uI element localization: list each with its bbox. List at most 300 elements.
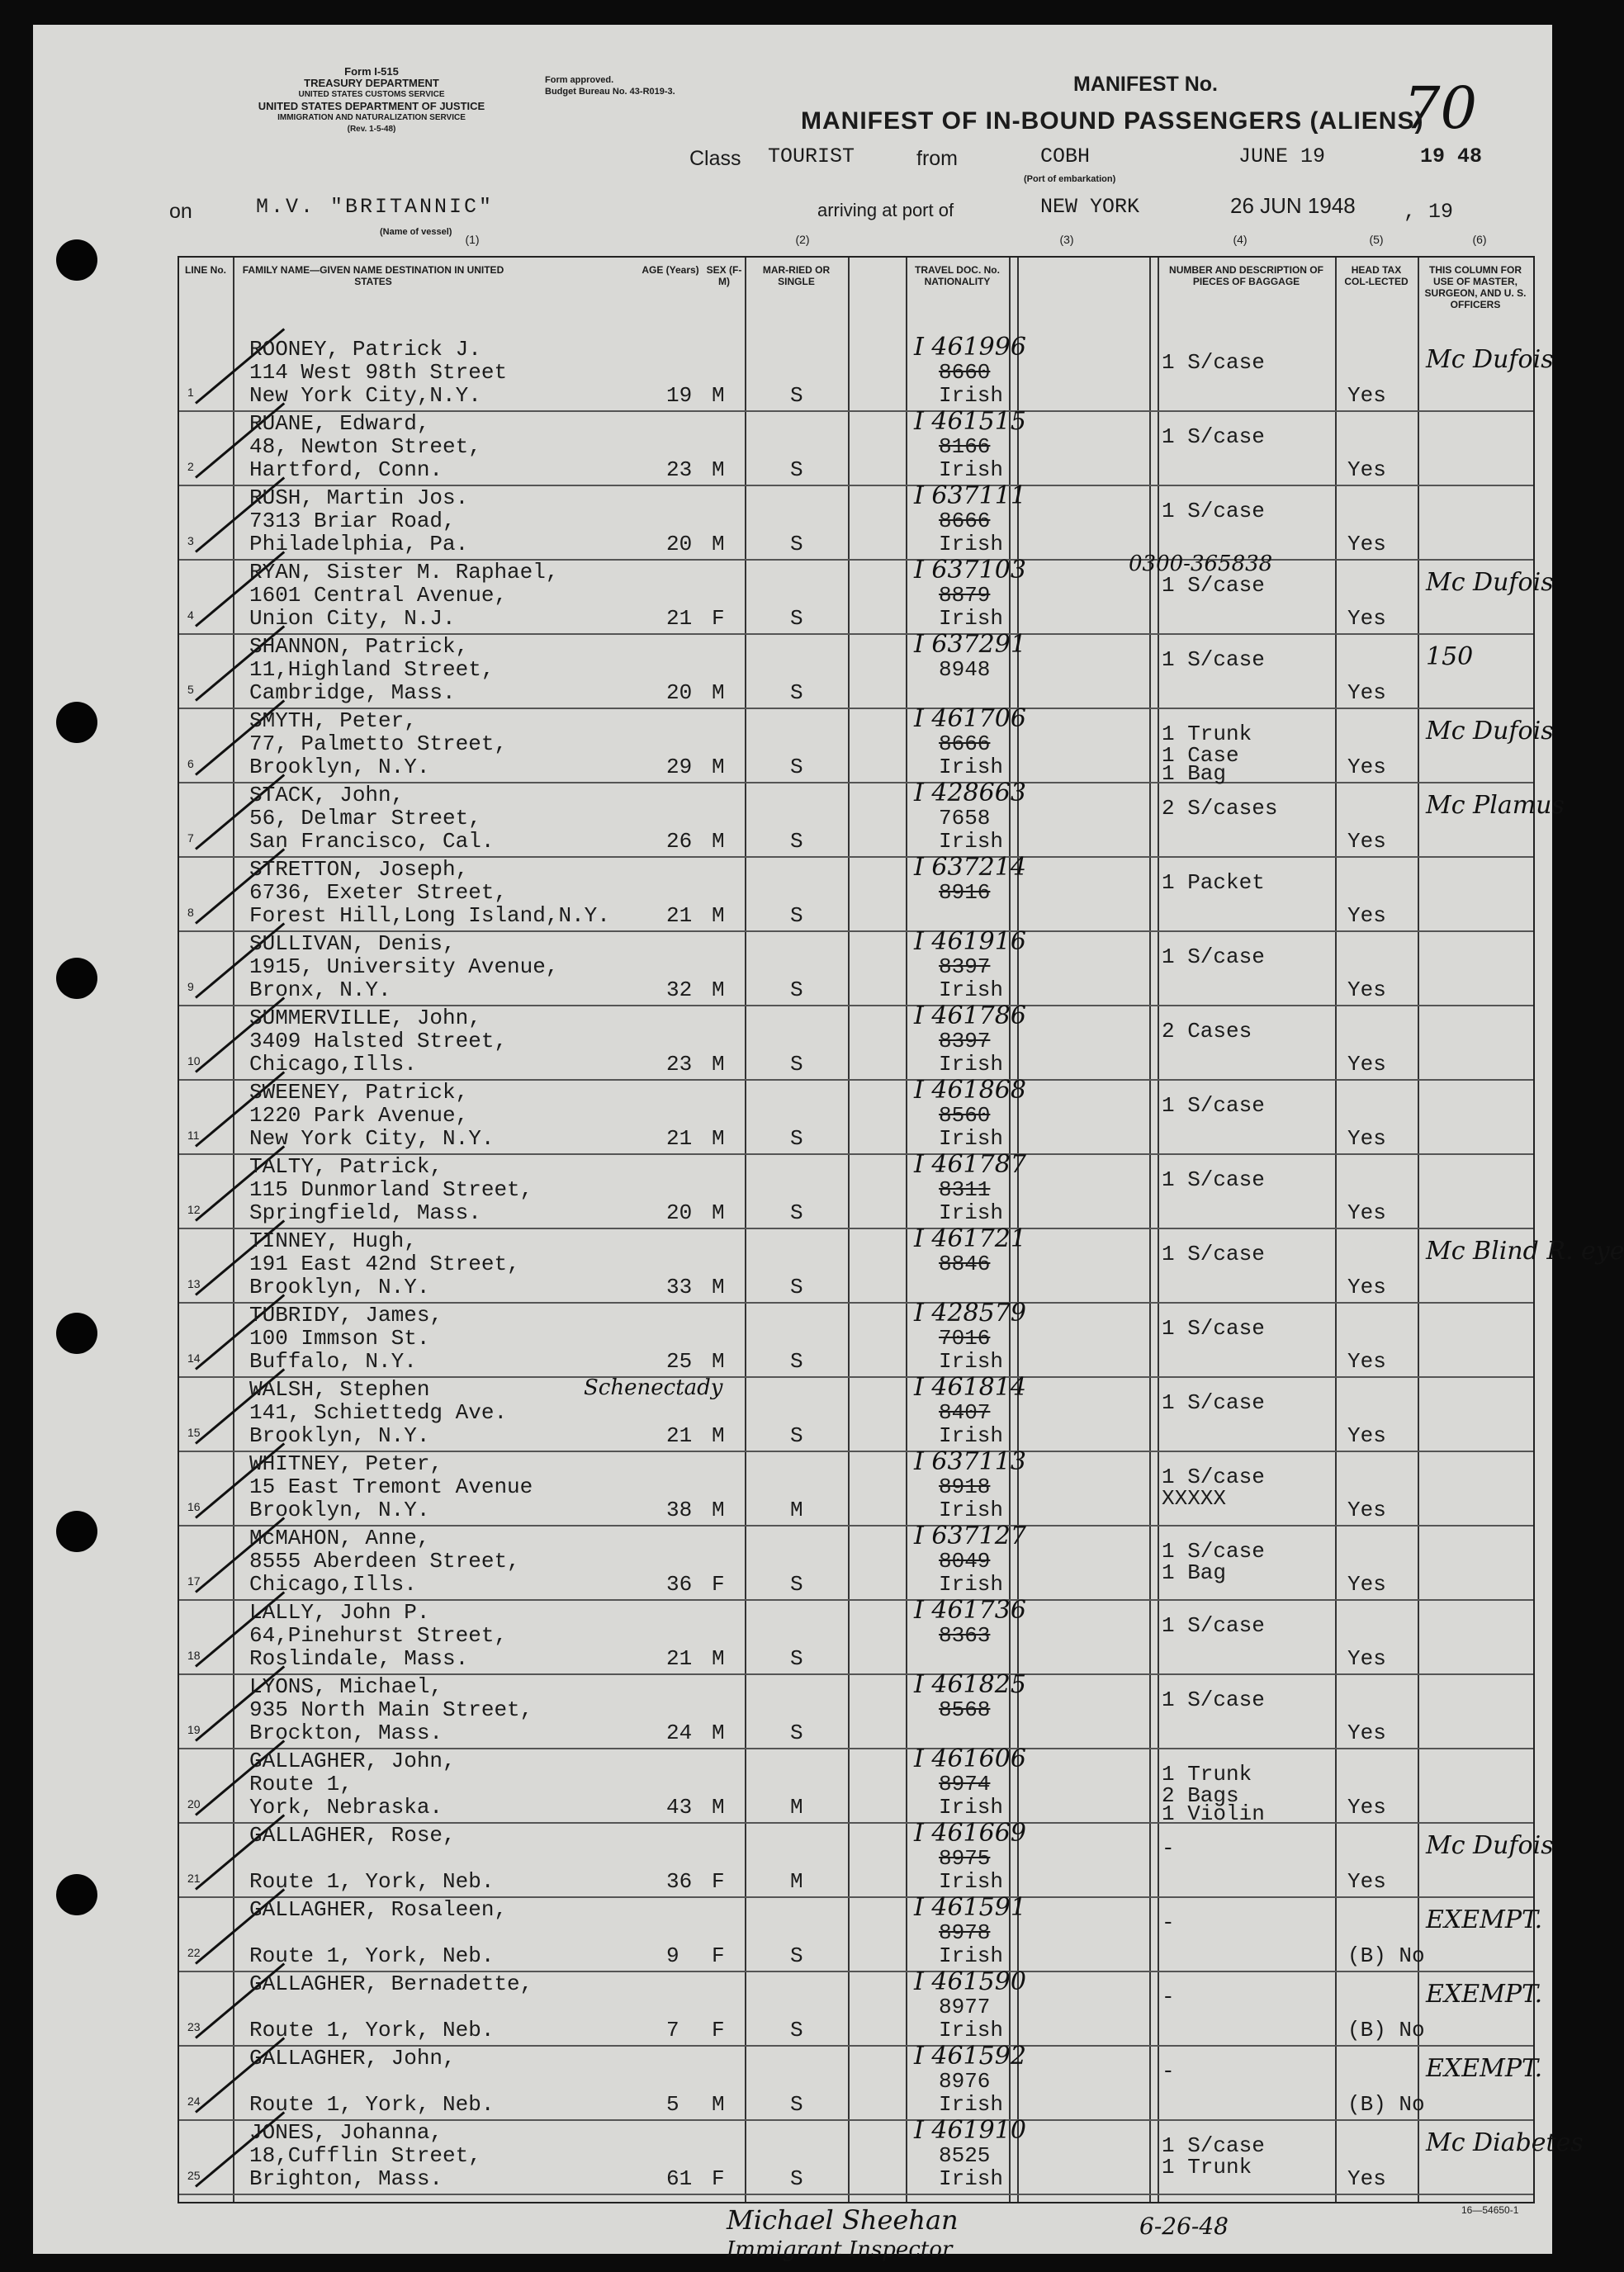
line-number: 23 xyxy=(187,2020,201,2033)
head-tax: Yes xyxy=(1347,1200,1386,1225)
table-row xyxy=(179,1522,1533,1601)
binder-hole xyxy=(56,1874,97,1915)
sex-value: F xyxy=(712,606,725,631)
passenger-name: RUSH, Martin Jos. xyxy=(249,485,469,510)
head-tax: Yes xyxy=(1347,1423,1386,1448)
sex-value: M xyxy=(712,1646,725,1671)
travel-doc-typed: 8666 xyxy=(939,509,991,533)
travel-doc-handwritten: I 461736 xyxy=(914,1596,1026,1625)
approval-block xyxy=(545,74,675,97)
rev-date: (Rev. 1-5-48) xyxy=(347,125,396,134)
baggage-1: 1 S/case xyxy=(1162,573,1265,598)
head-tax: Yes xyxy=(1347,2166,1386,2191)
baggage-1: 1 S/case xyxy=(1162,1167,1265,1192)
age-value: 5 xyxy=(666,2092,679,2117)
marital-status: S xyxy=(790,1943,803,1968)
head-tax: Yes xyxy=(1347,1349,1386,1374)
address-line-1: 935 North Main Street, xyxy=(249,1697,533,1722)
passenger-name: JONES, Johanna, xyxy=(249,2120,443,2145)
age-value: 20 xyxy=(666,680,693,705)
nationality: Irish xyxy=(939,1572,1004,1597)
handwritten-page-number: 70 xyxy=(1404,74,1478,142)
line-number: 11 xyxy=(187,1129,200,1142)
passenger-table xyxy=(178,233,1624,2203)
travel-doc-typed: 8525 xyxy=(939,2143,991,2168)
nationality: Irish xyxy=(939,1795,1004,1820)
passenger-name: ROONEY, Patrick J. xyxy=(249,337,481,362)
col-num: (5) xyxy=(1369,233,1384,246)
marital-status: S xyxy=(790,1721,803,1745)
nationality: Irish xyxy=(939,1126,1004,1151)
table-row xyxy=(179,1967,1543,2047)
table-row xyxy=(179,2116,1584,2195)
col-header-doc: TRAVEL DOC. No. NATIONALITY xyxy=(915,264,1000,287)
officer-note: Mc Dufois xyxy=(1426,568,1554,597)
head-tax: Yes xyxy=(1347,1498,1386,1522)
line-number: 8 xyxy=(187,906,194,919)
marital-status: M xyxy=(790,1498,803,1522)
address-line-1: 11,Highland Street, xyxy=(249,657,495,682)
sex-value: M xyxy=(712,680,725,705)
officer-note: Mc Dufois xyxy=(1426,717,1554,746)
year-value: 19 48 xyxy=(1420,144,1483,168)
budget-bureau: Budget Bureau No. 43-R019-3. xyxy=(545,87,675,97)
baggage-1: 1 S/case xyxy=(1162,499,1265,523)
line-number: 7 xyxy=(187,831,194,845)
nationality: Irish xyxy=(939,532,1004,556)
head-tax: Yes xyxy=(1347,977,1386,1002)
passenger-name: STRETTON, Joseph, xyxy=(249,857,469,882)
passenger-name: GALLAGHER, John, xyxy=(249,2046,456,2071)
baggage-3: 1 Bag xyxy=(1162,761,1227,786)
col-num: (1) xyxy=(465,233,480,246)
address-line-2: Brooklyn, N.Y. xyxy=(249,755,430,779)
baggage-1: 1 Trunk xyxy=(1162,722,1252,746)
head-tax: Yes xyxy=(1347,1126,1386,1151)
date-stamp: 26 JUN 1948 xyxy=(1230,193,1356,218)
form-number: Form I-515 xyxy=(344,65,399,78)
nationality: Irish xyxy=(939,1200,1004,1225)
address-line-1: 141, Schiettedg Ave. xyxy=(249,1400,508,1425)
table-row xyxy=(179,1224,1624,1304)
travel-doc-typed: 8975 xyxy=(939,1846,991,1871)
baggage-1: 1 S/case xyxy=(1162,1687,1265,1712)
manifest-title: MANIFEST OF IN-BOUND PASSENGERS (ALIENS) xyxy=(801,107,1424,135)
col-header-age: AGE (Years) xyxy=(642,264,699,276)
address-line-2: Brockton, Mass. xyxy=(249,1721,443,1745)
travel-doc-handwritten: I 461910 xyxy=(914,2116,1026,2145)
marital-status: S xyxy=(790,1275,803,1299)
treasury-dept: TREASURY DEPARTMENT xyxy=(304,77,439,89)
table-row xyxy=(179,1001,1533,1081)
head-tax: (B) No xyxy=(1347,2018,1425,2042)
head-tax: Yes xyxy=(1347,532,1386,556)
head-tax: Yes xyxy=(1347,755,1386,779)
head-tax: Yes xyxy=(1347,606,1386,631)
address-line-2: Buffalo, N.Y. xyxy=(249,1349,417,1374)
table-row xyxy=(179,1447,1533,1526)
line-number: 9 xyxy=(187,980,194,993)
age-value: 21 xyxy=(666,903,693,928)
head-tax: Yes xyxy=(1347,1275,1386,1299)
age-value: 21 xyxy=(666,1646,693,1671)
travel-doc-typed: 8560 xyxy=(939,1103,991,1128)
age-value: 25 xyxy=(666,1349,693,1374)
nationality: Irish xyxy=(939,1052,1004,1077)
passenger-name: McMAHON, Anne, xyxy=(249,1526,430,1550)
travel-doc-typed: 8879 xyxy=(939,583,991,608)
col-num: (6) xyxy=(1472,233,1487,246)
table-row xyxy=(179,481,1533,561)
age-value: 61 xyxy=(666,2166,693,2191)
baggage-1: 1 S/case xyxy=(1162,1465,1265,1489)
sex-value: M xyxy=(712,1795,725,1820)
address-line-1: 1220 Park Avenue, xyxy=(249,1103,469,1128)
line-number: 1 xyxy=(187,386,194,399)
age-value: 43 xyxy=(666,1795,693,1820)
officer-note: EXEMPT. xyxy=(1426,1980,1543,2009)
baggage-2: 2 Bags xyxy=(1162,1783,1239,1808)
address-line-2: New York City, N.Y. xyxy=(249,1126,495,1151)
baggage-1: 1 S/case xyxy=(1162,1613,1265,1638)
table-row xyxy=(179,1299,1533,1378)
table-row xyxy=(179,1596,1533,1675)
date-value: JUNE 19 xyxy=(1238,144,1326,168)
baggage-1: 1 S/case xyxy=(1162,647,1265,672)
travel-doc-handwritten: I 461606 xyxy=(914,1744,1026,1773)
line-number: 3 xyxy=(187,534,194,547)
line-number: 18 xyxy=(187,1649,201,1662)
officer-note: Mc Plamus xyxy=(1426,791,1565,820)
address-line-1: 64,Pinehurst Street, xyxy=(249,1623,508,1648)
marital-status: S xyxy=(790,1052,803,1077)
nationality: Irish xyxy=(939,1423,1004,1448)
binder-hole xyxy=(56,1313,97,1354)
travel-doc-handwritten: I 428663 xyxy=(914,779,1026,807)
travel-doc-typed: 8978 xyxy=(939,1920,991,1945)
travel-doc-typed: 8660 xyxy=(939,360,991,385)
nationality: Irish xyxy=(939,2092,1004,2117)
baggage-1: 1 Trunk xyxy=(1162,1762,1252,1787)
head-tax: Yes xyxy=(1347,1646,1386,1671)
baggage-1: 1 S/case xyxy=(1162,1242,1265,1266)
officer-note: Mc Dufois xyxy=(1426,1831,1554,1860)
travel-doc-handwritten: I 461787 xyxy=(914,1150,1026,1179)
col-header-name: FAMILY NAME—GIVEN NAME DESTINATION IN UNITED STATES xyxy=(242,264,504,287)
travel-doc-handwritten: I 461814 xyxy=(914,1373,1026,1402)
passenger-name: STACK, John, xyxy=(249,783,405,807)
from-label: from xyxy=(916,147,958,170)
address-line-2: Cambridge, Mass. xyxy=(249,680,456,705)
sex-value: F xyxy=(712,1869,725,1894)
justice-dept: UNITED STATES DEPARTMENT OF JUSTICE xyxy=(258,100,485,112)
age-value: 21 xyxy=(666,1423,693,1448)
officer-note: 150 xyxy=(1426,642,1474,671)
sex-value: M xyxy=(712,977,725,1002)
passenger-name: SULLIVAN, Denis, xyxy=(249,931,456,956)
nationality: Irish xyxy=(939,1943,1004,1968)
address-line-1: 191 East 42nd Street, xyxy=(249,1252,520,1276)
line-number: 25 xyxy=(187,2169,201,2182)
officer-note: EXEMPT. xyxy=(1426,2054,1543,2083)
form-approved: Form approved. xyxy=(545,75,614,85)
baggage-1: 1 Packet xyxy=(1162,870,1265,895)
col-num: (2) xyxy=(795,233,810,246)
officer-note: EXEMPT. xyxy=(1426,1905,1543,1934)
from-value: COBH xyxy=(1040,144,1091,168)
table-row xyxy=(179,407,1533,486)
marital-status: S xyxy=(790,1349,803,1374)
head-tax: Yes xyxy=(1347,1795,1386,1820)
baggage-1: 1 S/case xyxy=(1162,350,1265,375)
marital-status: S xyxy=(790,755,803,779)
sex-value: M xyxy=(712,457,725,482)
sex-value: F xyxy=(712,2018,725,2042)
address-line-2: Union City, N.J. xyxy=(249,606,456,631)
travel-doc-handwritten: I 461786 xyxy=(914,1001,1026,1030)
address-line-2: Brooklyn, N.Y. xyxy=(249,1275,430,1299)
head-tax: Yes xyxy=(1347,680,1386,705)
col-header-tax: HEAD TAX COL-LECTED xyxy=(1344,264,1409,287)
class-label: Class xyxy=(689,147,741,170)
sex-value: M xyxy=(712,1721,725,1745)
age-value: 36 xyxy=(666,1869,693,1894)
travel-doc-typed: 8666 xyxy=(939,731,991,756)
baggage-3: 1 Violin xyxy=(1162,1801,1265,1826)
nationality: Irish xyxy=(939,829,1004,854)
marital-status: S xyxy=(790,383,803,408)
col-header-sex: SEX (F-M) xyxy=(706,264,742,287)
age-value: 19 xyxy=(666,383,693,408)
line-number: 15 xyxy=(187,1426,201,1439)
table-row xyxy=(179,779,1565,858)
nationality: Irish xyxy=(939,2166,1004,2191)
travel-doc-handwritten: I 461825 xyxy=(914,1670,1026,1699)
nationality: Irish xyxy=(939,606,1004,631)
line-number: 5 xyxy=(187,683,194,696)
line-number: 24 xyxy=(187,2094,201,2108)
travel-doc-handwritten: I 461996 xyxy=(914,333,1026,362)
line-number: 10 xyxy=(187,1054,201,1067)
arriving-label: arriving at port of xyxy=(817,200,954,220)
baggage-1: 1 S/case xyxy=(1162,2133,1265,2158)
table-row xyxy=(179,1744,1533,1826)
col-header-baggage: NUMBER AND DESCRIPTION OF PIECES OF BAGGAGE xyxy=(1169,264,1323,287)
marital-status: S xyxy=(790,606,803,631)
baggage-2: 1 Case xyxy=(1162,743,1239,768)
age-value: 33 xyxy=(666,1275,693,1299)
table-row xyxy=(179,2042,1543,2121)
address-line-1: 48, Newton Street, xyxy=(249,434,481,459)
marital-status: S xyxy=(790,977,803,1002)
age-value: 23 xyxy=(666,1052,693,1077)
sex-value: M xyxy=(712,829,725,854)
table-row xyxy=(179,630,1533,709)
binder-hole xyxy=(56,702,97,743)
head-tax: (B) No xyxy=(1347,1943,1425,1968)
table-row xyxy=(179,551,1554,635)
nationality: Irish xyxy=(939,457,1004,482)
line-number: 21 xyxy=(187,1872,201,1885)
baggage-2: 1 Trunk xyxy=(1162,2155,1252,2180)
table-row xyxy=(179,853,1533,932)
sex-value: F xyxy=(712,2166,725,2191)
travel-doc-typed: 8974 xyxy=(939,1772,991,1796)
table-row xyxy=(179,704,1554,786)
address-line-2: Brighton, Mass. xyxy=(249,2166,443,2191)
ins-service: IMMIGRATION AND NATURALIZATION SERVICE xyxy=(277,113,466,122)
travel-doc-handwritten: I 637291 xyxy=(914,630,1026,659)
year-suffix: , 19 xyxy=(1404,200,1454,224)
sex-value: F xyxy=(712,1943,725,1968)
travel-doc-handwritten: I 461590 xyxy=(914,1967,1026,1996)
head-tax: Yes xyxy=(1347,1572,1386,1597)
customs-service: UNITED STATES CUSTOMS SERVICE xyxy=(298,90,445,99)
address-line-2: York, Nebraska. xyxy=(249,1795,443,1820)
address-line-1: 100 Immson St. xyxy=(249,1326,430,1351)
passenger-name: TALTY, Patrick, xyxy=(249,1154,443,1179)
age-value: 23 xyxy=(666,457,693,482)
travel-doc-handwritten: I 461669 xyxy=(914,1819,1026,1848)
travel-doc-typed: 8311 xyxy=(939,1177,991,1202)
age-value: 38 xyxy=(666,1498,693,1522)
travel-doc-handwritten: I 637111 xyxy=(914,481,1026,510)
class-value: TOURIST xyxy=(768,144,855,168)
travel-doc-handwritten: I 461868 xyxy=(914,1076,1026,1105)
passenger-name: WALSH, Stephen xyxy=(249,1377,430,1402)
address-line-2: Roslindale, Mass. xyxy=(249,1646,469,1671)
baggage-1: 2 S/cases xyxy=(1162,796,1278,821)
nationality: Irish xyxy=(939,977,1004,1002)
inspector-signature: Michael Sheehan xyxy=(727,2204,959,2236)
line-number: 22 xyxy=(187,1946,201,1959)
passenger-name: SMYTH, Peter, xyxy=(249,708,417,733)
baggage-1: 1 S/case xyxy=(1162,1093,1265,1118)
travel-doc-handwritten: I 461592 xyxy=(914,2042,1026,2071)
travel-doc-typed: 8166 xyxy=(939,434,991,459)
marital-status: M xyxy=(790,1795,803,1820)
address-line-1: 115 Dunmorland Street, xyxy=(249,1177,533,1202)
address-line-2: Route 1, York, Neb. xyxy=(249,1869,495,1894)
passenger-name: TUBRIDY, James, xyxy=(249,1303,443,1328)
sex-value: M xyxy=(712,2092,725,2117)
address-line-2: Brooklyn, N.Y. xyxy=(249,1498,430,1522)
address-line-2: Route 1, York, Neb. xyxy=(249,2092,495,2117)
baggage-1: - xyxy=(1162,1985,1175,2009)
travel-doc-handwritten: I 428579 xyxy=(914,1299,1026,1328)
travel-doc-handwritten: I 461591 xyxy=(914,1893,1026,1922)
passenger-name: RUANE, Edward, xyxy=(249,411,430,436)
baggage-2: 1 Bag xyxy=(1162,1560,1227,1585)
inspection-date: 6-26-48 xyxy=(1139,2213,1229,2240)
table-row xyxy=(179,1076,1533,1155)
sex-value: M xyxy=(712,383,725,408)
travel-doc-typed: 8948 xyxy=(939,657,991,682)
officer-note: Mc Dufois xyxy=(1426,345,1554,374)
address-line-1: Route 1, xyxy=(249,1772,353,1796)
head-tax: Yes xyxy=(1347,1869,1386,1894)
marital-status: S xyxy=(790,2092,803,2117)
head-tax: Yes xyxy=(1347,903,1386,928)
address-line-1: 1915, University Avenue, xyxy=(249,954,559,979)
marital-status: S xyxy=(790,1200,803,1225)
manifest-no-label: MANIFEST No. xyxy=(1073,73,1218,96)
travel-doc-typed: 8977 xyxy=(939,1995,991,2019)
marital-status: S xyxy=(790,1423,803,1448)
line-number: 2 xyxy=(187,460,194,473)
line-number: 13 xyxy=(187,1277,201,1290)
address-line-1: 77, Palmetto Street, xyxy=(249,731,508,756)
head-tax: Yes xyxy=(1347,1052,1386,1077)
passenger-name: GALLAGHER, John, xyxy=(249,1749,456,1773)
head-tax: Yes xyxy=(1347,829,1386,854)
head-tax: Yes xyxy=(1347,383,1386,408)
address-line-2: Bronx, N.Y. xyxy=(249,977,391,1002)
age-value: 36 xyxy=(666,1572,693,1597)
address-line-2: Chicago,Ills. xyxy=(249,1572,417,1597)
vessel-note: (Name of vessel) xyxy=(380,227,452,237)
col-header-line: LINE No. xyxy=(185,264,226,276)
line-number: 16 xyxy=(187,1500,201,1513)
travel-doc-handwritten: I 461916 xyxy=(914,927,1026,956)
passenger-name: SWEENEY, Patrick, xyxy=(249,1080,469,1105)
table-row xyxy=(179,1893,1543,1972)
marital-status: S xyxy=(790,1646,803,1671)
binder-hole xyxy=(56,239,97,281)
baggage-1: 1 S/case xyxy=(1162,1539,1265,1564)
table-row xyxy=(179,927,1533,1006)
col-header-marital: MAR-RIED OR SINGLE xyxy=(762,264,831,287)
address-line-1: 114 West 98th Street xyxy=(249,360,508,385)
col-header-officers: THIS COLUMN FOR USE OF MASTER, SURGEON, AND U. S. OFFICERS xyxy=(1424,264,1527,310)
travel-doc-handwritten: I 461721 xyxy=(914,1224,1026,1253)
passenger-name: GALLAGHER, Bernadette, xyxy=(249,1971,533,1996)
address-line-1: 18,Cufflin Street, xyxy=(249,2143,481,2168)
baggage-1: 1 S/case xyxy=(1162,424,1265,449)
sex-value: M xyxy=(712,1423,725,1448)
travel-doc-typed: 8407 xyxy=(939,1400,991,1425)
travel-doc-typed: 8916 xyxy=(939,880,991,905)
baggage-1: 2 Cases xyxy=(1162,1019,1252,1044)
address-line-2: Forest Hill,Long Island,N.Y. xyxy=(249,903,610,928)
nationality: Irish xyxy=(939,1349,1004,1374)
line-number: 17 xyxy=(187,1574,201,1588)
marital-status: S xyxy=(790,680,803,705)
travel-doc-handwritten: I 637103 xyxy=(914,556,1026,585)
head-tax: (B) No xyxy=(1347,2092,1425,2117)
nationality: Irish xyxy=(939,1869,1004,1894)
age-value: 20 xyxy=(666,532,693,556)
sex-value: M xyxy=(712,755,725,779)
marital-status: M xyxy=(790,1869,803,1894)
head-tax: Yes xyxy=(1347,457,1386,482)
binder-hole xyxy=(56,958,97,999)
age-value: 24 xyxy=(666,1721,693,1745)
line-number: 12 xyxy=(187,1203,201,1216)
form-header-block xyxy=(248,66,495,135)
officer-note: Mc Diabetes xyxy=(1426,2128,1584,2157)
travel-doc-typed: 8363 xyxy=(939,1623,991,1648)
passenger-name: LYONS, Michael, xyxy=(249,1674,443,1699)
passenger-name: TINNEY, Hugh, xyxy=(249,1228,417,1253)
age-value: 7 xyxy=(666,2018,679,2042)
table-row xyxy=(179,1819,1554,1898)
passenger-name: LALLY, John P. xyxy=(249,1600,430,1625)
address-line-2: Springfield, Mass. xyxy=(249,1200,481,1225)
address-line-1: 1601 Central Avenue, xyxy=(249,583,508,608)
col-num: (3) xyxy=(1059,233,1074,246)
address-line-1: 6736, Exeter Street, xyxy=(249,880,508,905)
